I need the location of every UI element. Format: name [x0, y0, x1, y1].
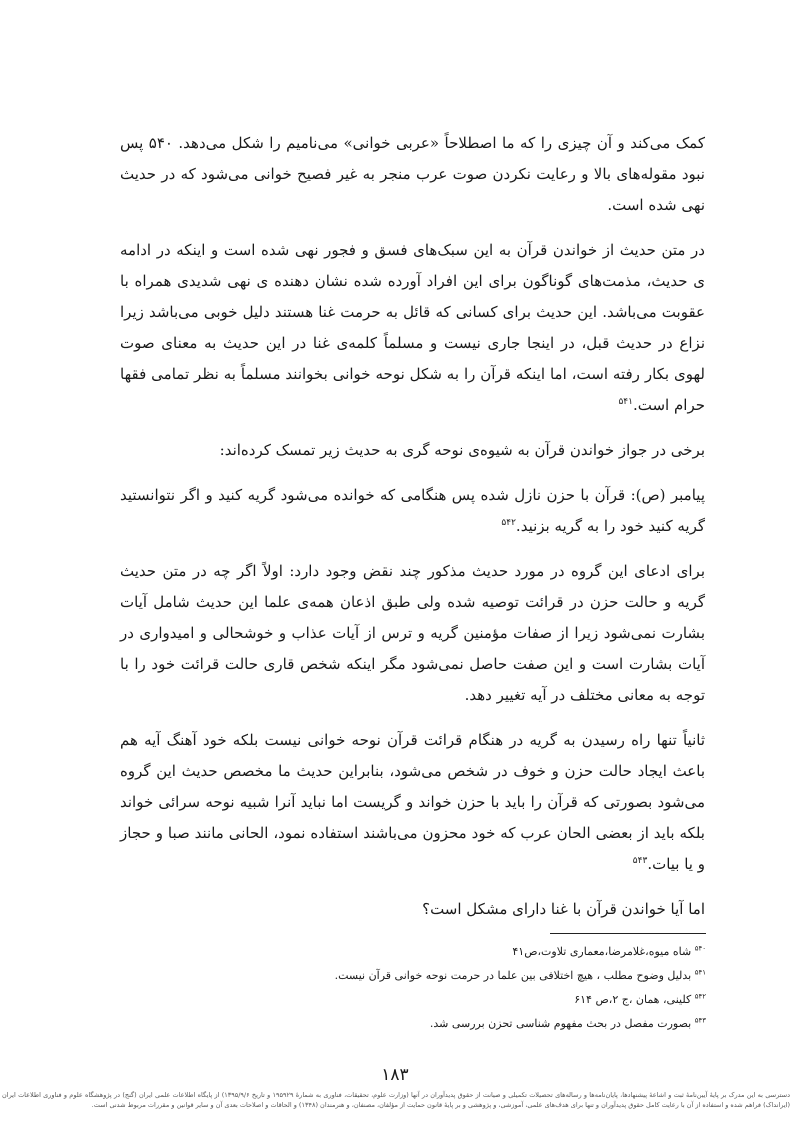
- main-text: [120, 128, 705, 939]
- footnote-540: $^{۵۴۰}$ شاه میوه،غلامرضا،معماری تلاوت،ص۴۱: [512, 944, 706, 958]
- paragraph-7: اما آیا خواندن قرآن با غنا دارای مشکل است؟: [422, 900, 705, 918]
- page-number: ۱۸۳: [381, 1065, 409, 1085]
- paragraph-2: در متن حدیث از خواندن قرآن به این سبک‌های فسق و فجور نهی شده است و اینکه در ادامه ی حدیث، مذمت‌های گوناگون برای این افراد آورده شده نشان دهنده ی نهی شدیدی همراه با عقوبت می‌باشد. این حدیث برای کسانی که قائل به حرمت غنا هستند دلیل خوبی می‌باشد زیرا نزاع در حدیث قبل، در اینجا جاری نیست و مسلماً کلمه‌ی غنا در این حدیث به معنای صوت لهوی بکار رفته است، اما اینکه قرآن را به شکل نوحه خوانی بخوانند مسلماً به نظر تمامی فقها حرام است.$^{۵۴۱}$: [120, 241, 705, 414]
- paragraph-4: پیامبر (ص): قرآن با حزن نازل شده پس هنگامی که خوانده می‌شود گریه کنید و اگر نتوانستید گریه کنید خود را به گریه بزنید.$^{۵۴۲}$: [120, 486, 705, 535]
- footnotes: [286, 940, 706, 1036]
- license-notice: دسترسی به این مدرک بر پایهٔ آیین‌نامهٔ ثبت و اشاعهٔ پیشنهادها، پایان‌نامه‌ها و رساله‌های تحصیلات تکمیلی و صیانت از حقوق پدیدآوران در آنها (وزارت علوم، تحقیقات، فناوری به شمارهٔ ۱۹۵۹۲۹ و تاریخ ۱۳۹۵/۹/۶) از پایگاه اطلاعات علمی ایران (گنج) در پژوهشگاه علوم و فناوری اطلاعات ایران (ایرانداک) فراهم شده و استفاده از آن با رعایت کامل حقوق پدیدآوران و تنها برای هدف‌های علمی، آموزشی، و پژوهشی و بر پایهٔ قانون حمایت از مؤلفان، مصنفان، و هنرمندان (۱۳۴۸) و الحاقات و اصلاحات بعدی آن و سایر قوانین و مقررات مربوط شدنی است.: [2, 1091, 790, 1109]
- footnote-ref-542: ۵۴۲: [501, 518, 516, 528]
- footnote-543: $^{۵۴۳}$ بصورت مفصل در بحث مفهوم شناسی تحزن بررسی شد.: [429, 1016, 706, 1030]
- paragraph-1: کمک می‌کند و آن چیزی را که ما اصطلاحاً «عربی خوانی» می‌نامیم را شکل می‌دهد. ۵۴۰ پس نبود مقوله‌های بالا و رعایت نکردن صوت عرب منجر به غیر فصیح خوانی می‌شود که در حدیث نهی شده است.: [120, 134, 705, 214]
- footnote-ref-543: ۵۴۳: [632, 856, 648, 866]
- footnote-ref-541: ۵۴۱: [618, 397, 633, 407]
- paragraph-3: برخی در جواز خواندن قرآن به شیوه‌ی نوحه گری به حدیث زیر تمسک کرده‌اند:: [219, 441, 705, 459]
- footnote-separator: [550, 933, 706, 934]
- footnote-542: $^{۵۴۲}$ کلینی، همان ،ج ۲،ص ۶۱۴: [574, 992, 706, 1006]
- paragraph-6: ثانیاً تنها راه رسیدن به گریه در هنگام قرائت قرآن نوحه خوانی نیست بلکه خود آهنگ آیه هم باعث ایجاد حالت حزن و خوف در شخص می‌شود، بنابراین حدیث ما مخصص حدیث این گروه می‌شود بصورتی که قرآن را باید با حزن خواند و گریست اما نباید آنرا شبیه نوحه سرائی خواند بلکه باید از بعضی الحان عرب که خود محزون می‌باشند استفاده نمود، الحانی مانند صبا و حجاز و یا بیات.$^{۵۴۳}$: [120, 731, 705, 873]
- footnote-541: $^{۵۴۱}$ بدلیل وضوح مطلب ، هیچ اختلافی بین علما در حرمت نوحه خوانی قرآن نیست.: [334, 968, 706, 982]
- paragraph-5: برای ادعای این گروه در مورد حدیث مذکور چند نقض وجود دارد: اولاً اگر چه در متن حدیث گریه و حالت حزن در قرائت توصیه شده ولی طبق اذعان همه‌ی علما این حدیث شامل آیات بشارت نمی‌شود زیرا از صفات مؤمنین گریه و ترس از آیات عذاب و خوشحالی و امیدواری در آیات بشارت است و این صفت حاصل نمی‌شود مگر اینکه شخص قاری حالت قرائت خود را با توجه به معانی مختلف در آیه تغییر دهد.: [120, 562, 705, 704]
